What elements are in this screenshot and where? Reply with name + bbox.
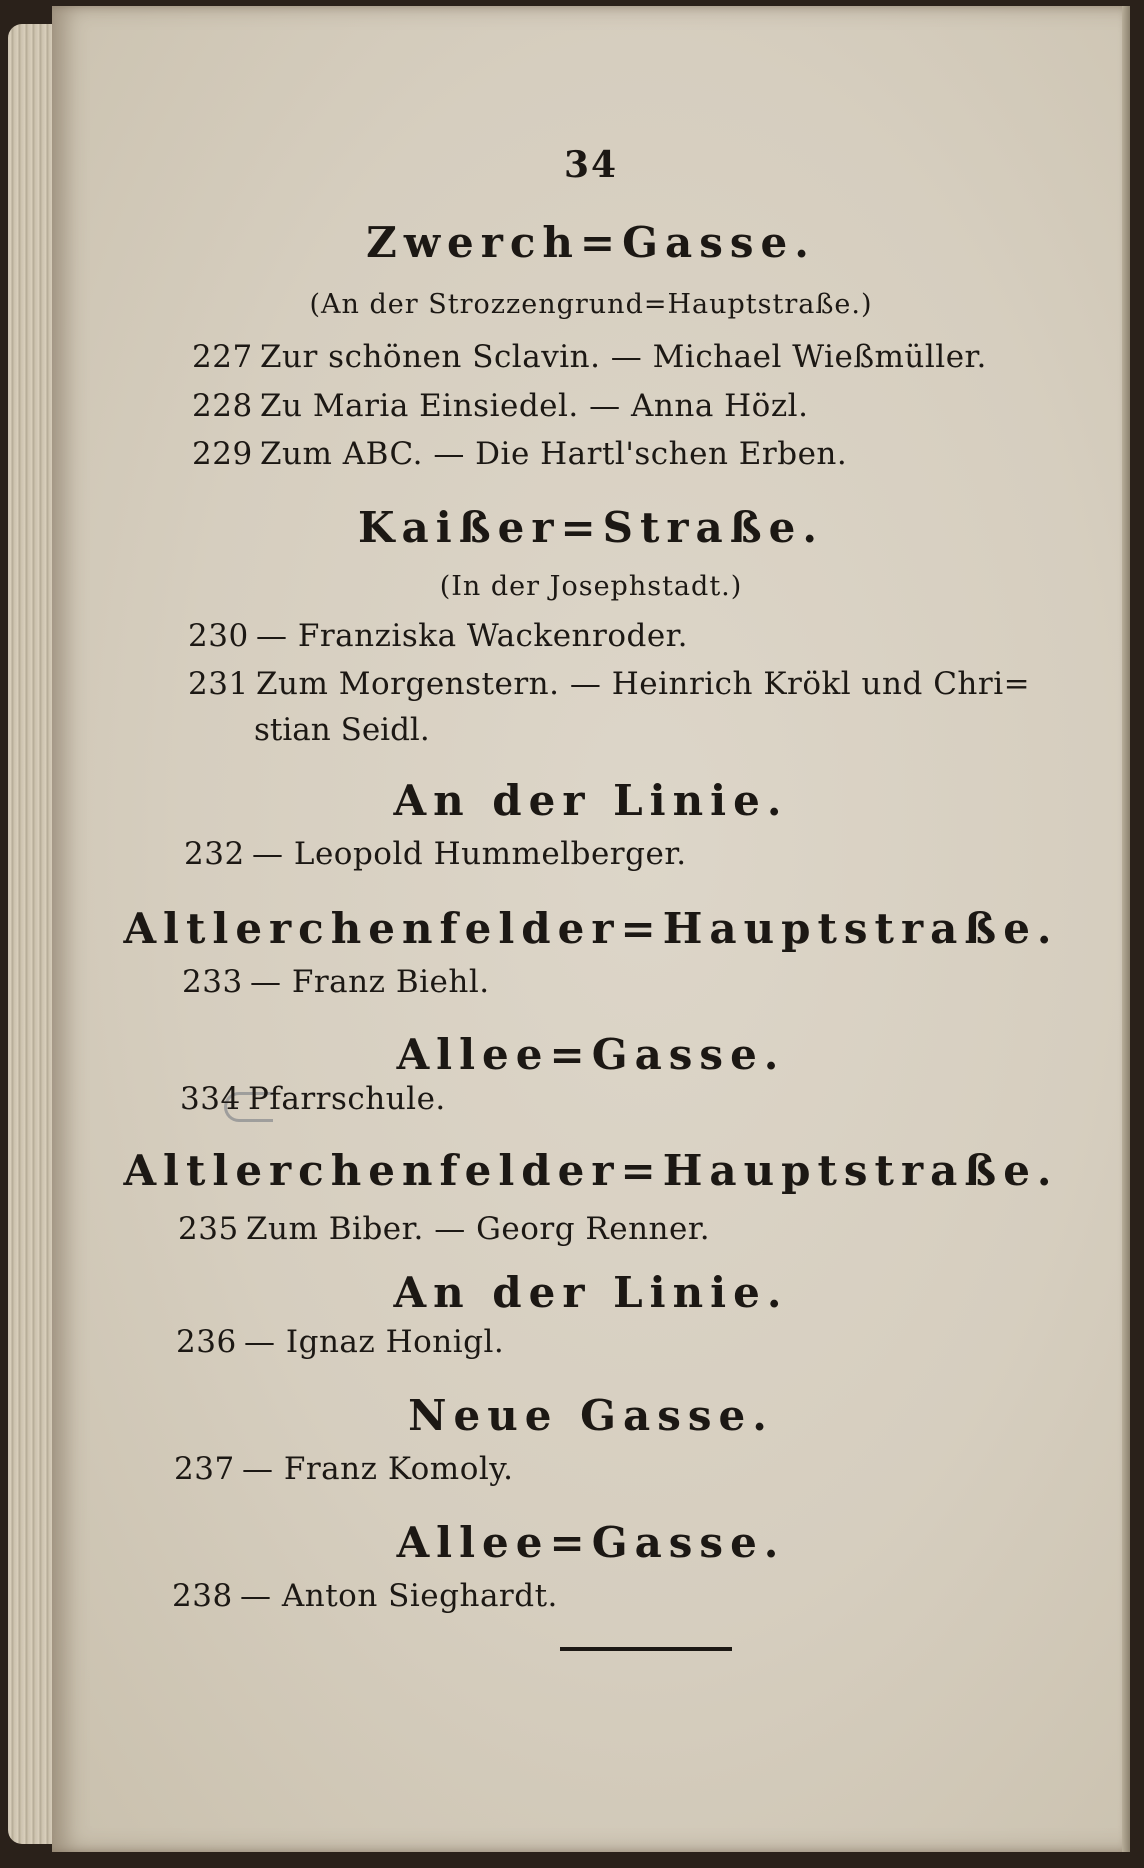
list-item — [188, 618, 688, 654]
entry-number: 228 — [192, 388, 253, 424]
entry-number: 231 — [188, 666, 249, 702]
section-heading: Altlerchenfelder=Hauptstraße. — [123, 1146, 1059, 1195]
section-heading: An der Linie. — [393, 1268, 789, 1317]
entry-text: — Anton Sieghardt. — [240, 1578, 558, 1614]
entry-number: 236 — [176, 1324, 237, 1360]
entry-number: 237 — [174, 1451, 235, 1487]
list-item — [192, 339, 987, 375]
list-item — [180, 1081, 446, 1117]
section-subheading: (An der Strozzengrund=Hauptstraße.) — [309, 289, 873, 320]
entry-text: Pfarrschule. — [248, 1081, 446, 1117]
entry-text: — Franziska Wackenroder. — [256, 618, 688, 654]
book-page — [52, 6, 1130, 1852]
page-content — [52, 6, 1130, 1852]
entry-text: — Ignaz Honigl. — [244, 1324, 505, 1360]
list-item — [192, 388, 808, 424]
entry-number: 230 — [188, 618, 249, 654]
entry-number: 232 — [184, 836, 245, 872]
entry-continuation: stian Seidl. — [254, 712, 430, 748]
section-heading: Allee=Gasse. — [396, 1518, 786, 1567]
list-item — [172, 1578, 558, 1614]
entry-number: 233 — [182, 964, 243, 1000]
entry-number: 229 — [192, 436, 253, 472]
entry-text: — Franz Komoly. — [242, 1451, 514, 1487]
page-number: 34 — [563, 144, 619, 186]
section-heading: Neue Gasse. — [408, 1391, 774, 1440]
entry-text: Zum Biber. — Georg Renner. — [246, 1211, 711, 1247]
section-heading: Altlerchenfelder=Hauptstraße. — [123, 904, 1059, 953]
section-heading: Kaißer=Straße. — [358, 503, 824, 552]
entry-number: 227 — [192, 339, 253, 375]
entry-text: — Leopold Hummelberger. — [252, 836, 687, 872]
list-item — [176, 1324, 504, 1360]
list-item — [178, 1211, 710, 1247]
list-item — [182, 964, 490, 1000]
entry-text: Zum ABC. — Die Hartl'schen Erben. — [260, 436, 848, 472]
entry-number: 334 — [180, 1081, 241, 1117]
list-item — [184, 836, 687, 872]
entry-text: Zu Maria Einsiedel. — Anna Hözl. — [260, 388, 809, 424]
section-heading: Zwerch=Gasse. — [366, 218, 816, 267]
section-heading: Allee=Gasse. — [396, 1030, 786, 1079]
list-item — [174, 1451, 514, 1487]
list-item — [192, 436, 847, 472]
entry-number: 235 — [178, 1211, 239, 1247]
entry-text: Zum Morgenstern. — Heinrich Krökl und Chri= — [256, 666, 1031, 702]
section-heading: An der Linie. — [393, 776, 789, 825]
entry-text: — Franz Biehl. — [250, 964, 490, 1000]
section-subheading: (In der Josephstadt.) — [439, 571, 743, 602]
list-item — [188, 666, 1030, 702]
end-rule — [560, 1647, 732, 1651]
entry-text: Zur schönen Sclavin. — Michael Wießmüller. — [260, 339, 987, 375]
entry-number: 238 — [172, 1578, 233, 1614]
